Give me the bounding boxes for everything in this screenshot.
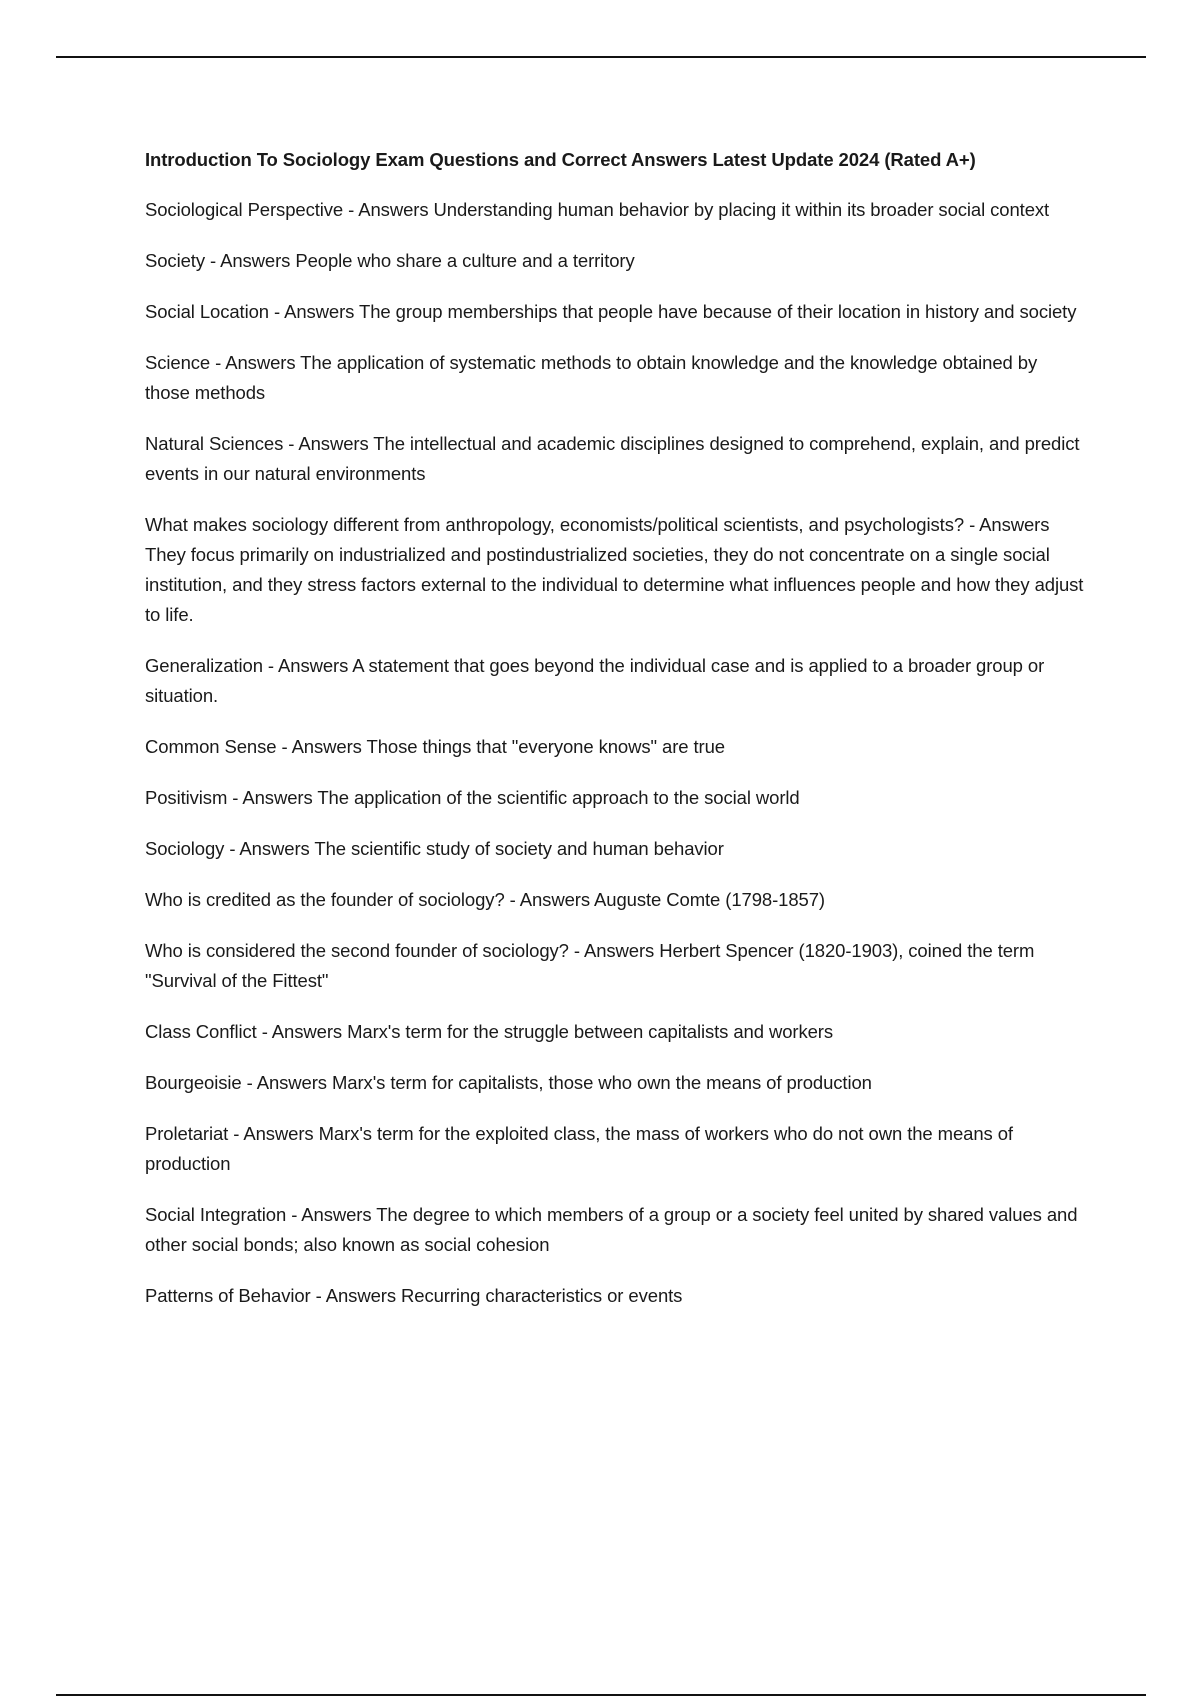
- entry-social-location: Social Location - Answers The group memberships that people have because of their location in history and society: [145, 301, 1077, 322]
- entry-society: Society - Answers People who share a culture and a territory: [145, 250, 635, 271]
- entry-sociology: Sociology - Answers The scientific study of society and human behavior: [145, 838, 724, 859]
- bottom-rule: [56, 1694, 1146, 1696]
- entry-second-founder: Who is considered the second founder of sociology? - Answers Herbert Spencer (1820-1903), coined the term "Survival of the Fittest": [145, 940, 1035, 991]
- entry-proletariat: Proletariat - Answers Marx's term for the exploited class, the mass of workers who do not own the means of production: [145, 1123, 1013, 1174]
- entry-science: Science - Answers The application of systematic methods to obtain knowledge and the knowledge obtained by those methods: [145, 352, 1038, 403]
- entry-founder-of-sociology: Who is credited as the founder of sociology? - Answers Auguste Comte (1798-1857): [145, 889, 825, 910]
- entry-sociological-perspective: Sociological Perspective - Answers Understanding human behavior by placing it within its broader social context: [145, 199, 1050, 220]
- entry-natural-sciences: Natural Sciences - Answers The intellectual and academic disciplines designed to comprehend, explain, and predict events in our natural environments: [145, 433, 1080, 484]
- entry-sociology-difference: What makes sociology different from anthropology, economists/political scientists, and psychologists? - Answers They focus primarily on industrialized and postindustrialized societies, they do not concentrate on a single social institution, and they stress factors external to the individual to determine what influences people and how they adjust to life.: [145, 514, 1084, 625]
- document-title: Introduction To Sociology Exam Questions and Correct Answers Latest Update 2024 (Rated A+): [145, 149, 976, 170]
- entry-common-sense: Common Sense - Answers Those things that "everyone knows" are true: [145, 736, 725, 757]
- entry-positivism: Positivism - Answers The application of the scientific approach to the social world: [145, 787, 800, 808]
- top-rule: [56, 56, 1146, 58]
- entry-class-conflict: Class Conflict - Answers Marx's term for the struggle between capitalists and workers: [145, 1021, 834, 1042]
- entry-bourgeoisie: Bourgeoisie - Answers Marx's term for capitalists, those who own the means of production: [145, 1072, 872, 1093]
- entry-social-integration: Social Integration - Answers The degree to which members of a group or a society feel united by shared values and other social bonds; also known as social cohesion: [145, 1204, 1078, 1255]
- entry-patterns-of-behavior: Patterns of Behavior - Answers Recurring characteristics or events: [145, 1285, 683, 1306]
- entry-generalization: Generalization - Answers A statement that goes beyond the individual case and is applied to a broader group or situation.: [145, 655, 1045, 706]
- document-body: [145, 145, 1085, 1332]
